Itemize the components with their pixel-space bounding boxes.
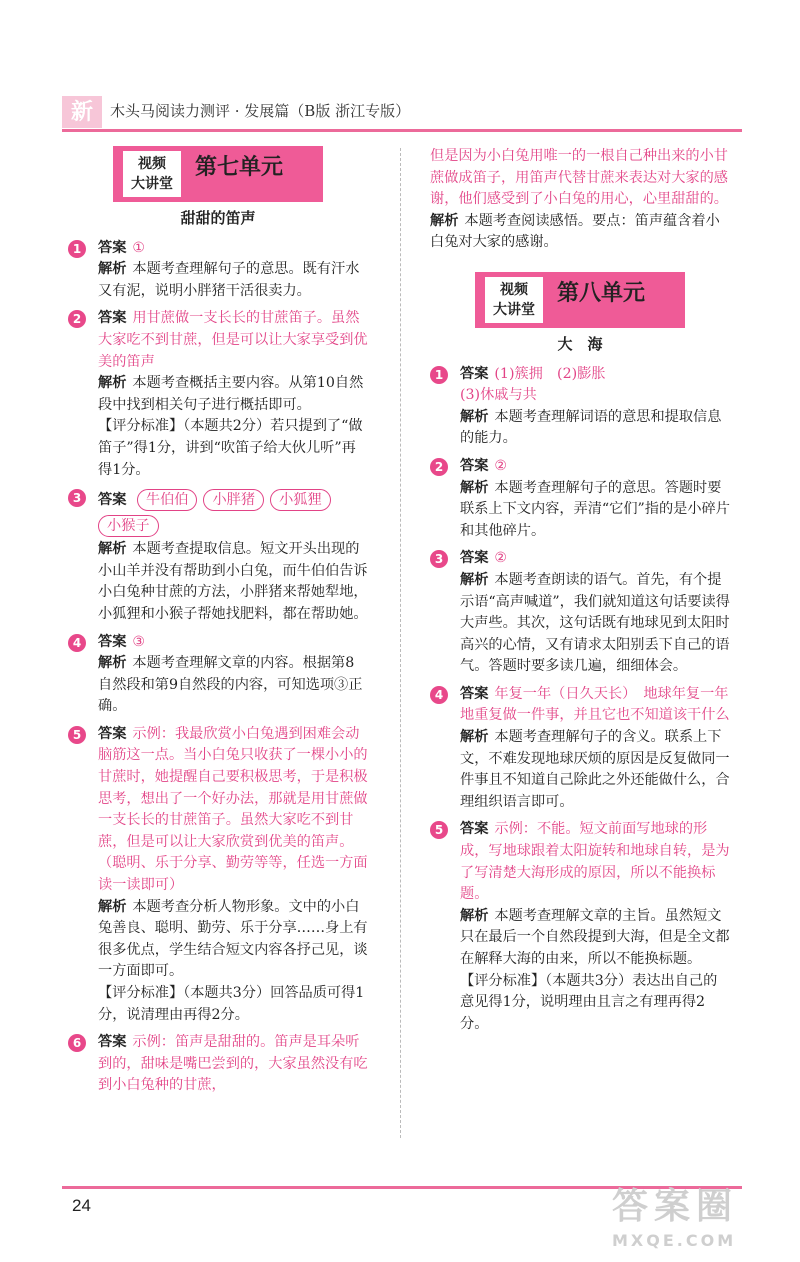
answer-text: 示例：不能。短文前面写地球的形成，写地球跟着太阳旋转和地球自转，是为了写清楚大海形成的原因，所以不能换标题。 [460,821,730,903]
question-number: 3 [430,550,448,568]
book-title: 木头马阅读力测评 · 发展篇（B版 浙江专版） [110,102,411,120]
analysis-text: 本题考查理解文章的内容。根据第8自然段和第9自然段的内容，可知选项③正确。 [98,655,363,715]
answer-text: 示例：我最欣赏小白兔遇到困难会动脑筋这一点。当小白兔只收获了一棵小小的甘蔗时，她提醒自己要积极思考，于是积极思考，想出了一个好办法，那就是用甘蔗做一支长长的甘蔗笛子。虽然大家吃不到甘蔗，但是可以让大家欣赏到优美的笛声。（聪明、乐于分享、勤劳等等，任选一方面读一读即可） [98,725,368,894]
left-column [68,146,368,1103]
answer-text: 年复一年（日久天长） 地球年复一年地重复做一件事，并且它也不知道该干什么 [460,685,730,724]
answer-item: 2 答案 用甘蔗做一支长长的甘蔗笛子。虽然大家吃不到甘蔗，但是可以让大家享受到优美的笛声 解析 本题考查概括主要内容。从第10自然段中找到相关句子进行概括即可。 【评分标准】（本题共2分）若只提到了“做笛子”得1分，讲到“吹笛子给大伙儿听”再得1分。 [68,308,368,481]
video-lecture-tag: 视频 大讲堂 [123,151,181,197]
answer-tags [98,492,337,534]
answer-item: 4 答案 年复一年（日久天长） 地球年复一年地重复做一件事，并且它也不知道该干什么 解析 本题考查理解句子的含义。联系上下文，不难发现地球厌烦的原因是反复做同一件事且不知道自己除此之外还能做什么，合理组织语言即可。 [430,684,730,814]
answer-tag: 小猴子 [98,515,159,537]
section-title: 大 海 [557,334,603,353]
analysis-text: 本题考查阅读感悟。要点：笛声蕴含着小白兔对大家的感谢。 [430,212,720,251]
watermark-logo: 答案圈 MXQE.COM [612,1186,739,1250]
analysis-text: 本题考查分析人物形象。文中的小白兔善良、聪明、勤劳、乐于分享……身上有很多优点，学生结合短文内容各抒己见，谈一方面即可。 [98,898,368,980]
analysis-text: 本题考查理解句子的含义。联系上下文，不难发现地球厌烦的原因是反复做同一件事且不知道自己除此之外还能做什么，合理组织语言即可。 [460,729,730,810]
answer-item: 6 答案 示例：笛声是甜甜的。笛声是耳朵听到的，甜味是嘴巴尝到的，大家虽然没有吃到小白兔种的甘蔗， [68,1032,368,1097]
column-divider [400,148,401,1138]
analysis-text: 本题考查理解句子的意思。答题时要联系上下文内容，弄清“它们”指的是小碎片和其他碎片。 [460,479,730,539]
answer-tag: 小胖猪 [203,489,264,511]
answer-item: 3 答案 ② 解析 本题考查朗读的语气。首先，有个提示语“高声喊道”，我们就知道这句话要读得大声些。其次，这句话既有地球见到太阳时高兴的心情，又有请求太阳别丢下自己的语气。答题时要多读几遍，细细体会。 [430,548,730,678]
answer-tag: 小狐狸 [270,489,331,511]
series-logo: 新 [62,96,102,128]
scoring-standard: 【评分标准】（本题共2分）若只提到了“做笛子”得1分，讲到“吹笛子给大伙儿听”再得1分。 [98,418,363,478]
answer-continuation: 但是因为小白兔用唯一的一根自己种出来的小甘蔗做成笛子，用笛声代替甘蔗来表达对大家的感谢，他们感受到了小白兔的用心，心里甜甜的。 解析 本题考查阅读感悟。要点：笛声蕴含着小白兔对大家的感谢。 [430,148,728,251]
answer-text: ① [132,239,146,256]
question-number: 2 [68,310,86,328]
answer-text: ③ [132,633,146,650]
answer-text: (1)簇拥 (2)膨胀 [494,365,606,382]
answer-tag: 牛伯伯 [137,489,198,511]
answer-text: 但是因为小白兔用唯一的一根自己种出来的小甘蔗做成笛子，用笛声代替甘蔗来表达对大家的感谢，他们感受到了小白兔的用心，心里甜甜的。 [430,148,728,208]
answer-item: 1 答案 (1)簇拥 (2)膨胀 (3)休戚与共 解析 本题考查理解词语的意思和提取信息的能力。 [430,364,730,450]
question-number: 2 [430,458,448,476]
scoring-standard: 【评分标准】（本题共3分）回答品质可得1分，说清理由再得2分。 [98,985,365,1023]
video-lecture-tag: 视频 大讲堂 [485,277,543,323]
analysis-text: 本题考查理解词语的意思和提取信息的能力。 [460,408,722,447]
question-number: 1 [430,366,448,384]
question-number: 5 [68,726,86,744]
question-number: 5 [430,821,448,839]
question-number: 6 [68,1034,86,1052]
answer-item: 1 答案 ① 解析 本题考查理解句子的意思。既有汗水又有泥，说明小胖猪干活很卖力。 [68,238,368,303]
analysis-text: 本题考查理解句子的意思。既有汗水又有泥，说明小胖猪干活很卖力。 [98,261,360,299]
answer-item: 5 答案 示例：我最欣赏小白兔遇到困难会动脑筋这一点。当小白兔只收获了一棵小小的甘蔗时，她提醒自己要积极思考，于是积极思考，想出了一个好办法，那就是用甘蔗做一支长长的甘蔗笛子。虽然大家吃不到甘蔗，但是可以让大家欣赏到优美的笛声。（聪明、乐于分享、勤劳等等，任选一方面读一读即可） 解析 本题考查分析人物形象。文中的小白兔善良、聪明、勤劳、乐于分享……身上有很多优点，学生结合短文内容各抒己见，谈一方面即可。 【评分标准】（本题共3分）回答品质可得1分，说清理由再得2分。 [68,724,368,1026]
answer-item: 3 答案 牛伯伯 小胖猪 小狐狸小猴子 解析 本题考查提取信息。短文开头出现的小山羊并没有帮助到小白兔，而牛伯伯告诉小白兔种甘蔗的方法，小胖猪来帮她犁地，小狐狸和小猴子帮她找肥料，都在帮助她。 [68,487,368,625]
question-number: 1 [68,240,86,258]
answer-item: 5 答案 示例：不能。短文前面写地球的形成，写地球跟着太阳旋转和地球自转，是为了写清楚大海形成的原因，所以不能换标题。 解析 本题考查理解文章的主旨。虽然短文只在最后一个自然段提到大海，但是全文都在解释大海的由来，所以不能换标题。 【评分标准】（本题共3分）表达出自己的意见得1分，说明理由且言之有理再得2分。 [430,819,730,1035]
answer-text: (3)休戚与共 [460,387,537,404]
answer-text: 示例：笛声是甜甜的。笛声是耳朵听到的，甜味是嘴巴尝到的，大家虽然没有吃到小白兔种的甘蔗， [98,1034,368,1094]
answer-text: ② [494,550,508,567]
analysis-text: 本题考查概括主要内容。从第10自然段中找到相关句子进行概括即可。 [98,375,364,413]
analysis-text: 本题考查理解文章的主旨。虽然短文只在最后一个自然段提到大海，但是全文都在解释大海的由来，所以不能换标题。 [460,907,730,967]
page-header [62,96,742,130]
answer-text: ② [494,457,508,474]
question-number: 3 [68,489,86,507]
answer-item: 4 答案 ③ 解析 本题考查理解文章的内容。根据第8自然段和第9自然段的内容，可知选项③正确。 [68,632,368,718]
scoring-standard: 【评分标准】（本题共3分）表达出自己的意见得1分，说明理由且言之有理再得2分。 [460,972,718,1032]
question-number: 4 [68,634,86,652]
header-rule [62,129,742,132]
unit-banner-8 [475,272,685,328]
unit-title: 第八单元 [557,280,646,306]
page-number: 24 [72,1196,91,1215]
section-title: 甜甜的笛声 [180,209,256,227]
answer-text: 用甘蔗做一支长长的甘蔗笛子。虽然大家吃不到甘蔗，但是可以让大家享受到优美的笛声 [98,310,368,370]
right-column [430,146,730,1041]
unit-banner-7 [113,146,323,202]
analysis-text: 本题考查朗读的语气。首先，有个提示语“高声喊道”，我们就知道这句话要读得大声些。其次，这句话既有地球见到太阳时高兴的心情，又有请求太阳别丢下自己的语气。答题时要多读几遍，细细体会。 [460,571,730,675]
answer-item: 2 答案 ② 解析 本题考查理解句子的意思。答题时要联系上下文内容，弄清“它们”指的是小碎片和其他碎片。 [430,456,730,542]
unit-title: 第七单元 [195,155,284,180]
question-number: 4 [430,686,448,704]
analysis-text: 本题考查提取信息。短文开头出现的小山羊并没有帮助到小白兔，而牛伯伯告诉小白兔种甘蔗的方法，小胖猪来帮她犁地，小狐狸和小猴子帮她找肥料，都在帮助她。 [98,541,368,622]
